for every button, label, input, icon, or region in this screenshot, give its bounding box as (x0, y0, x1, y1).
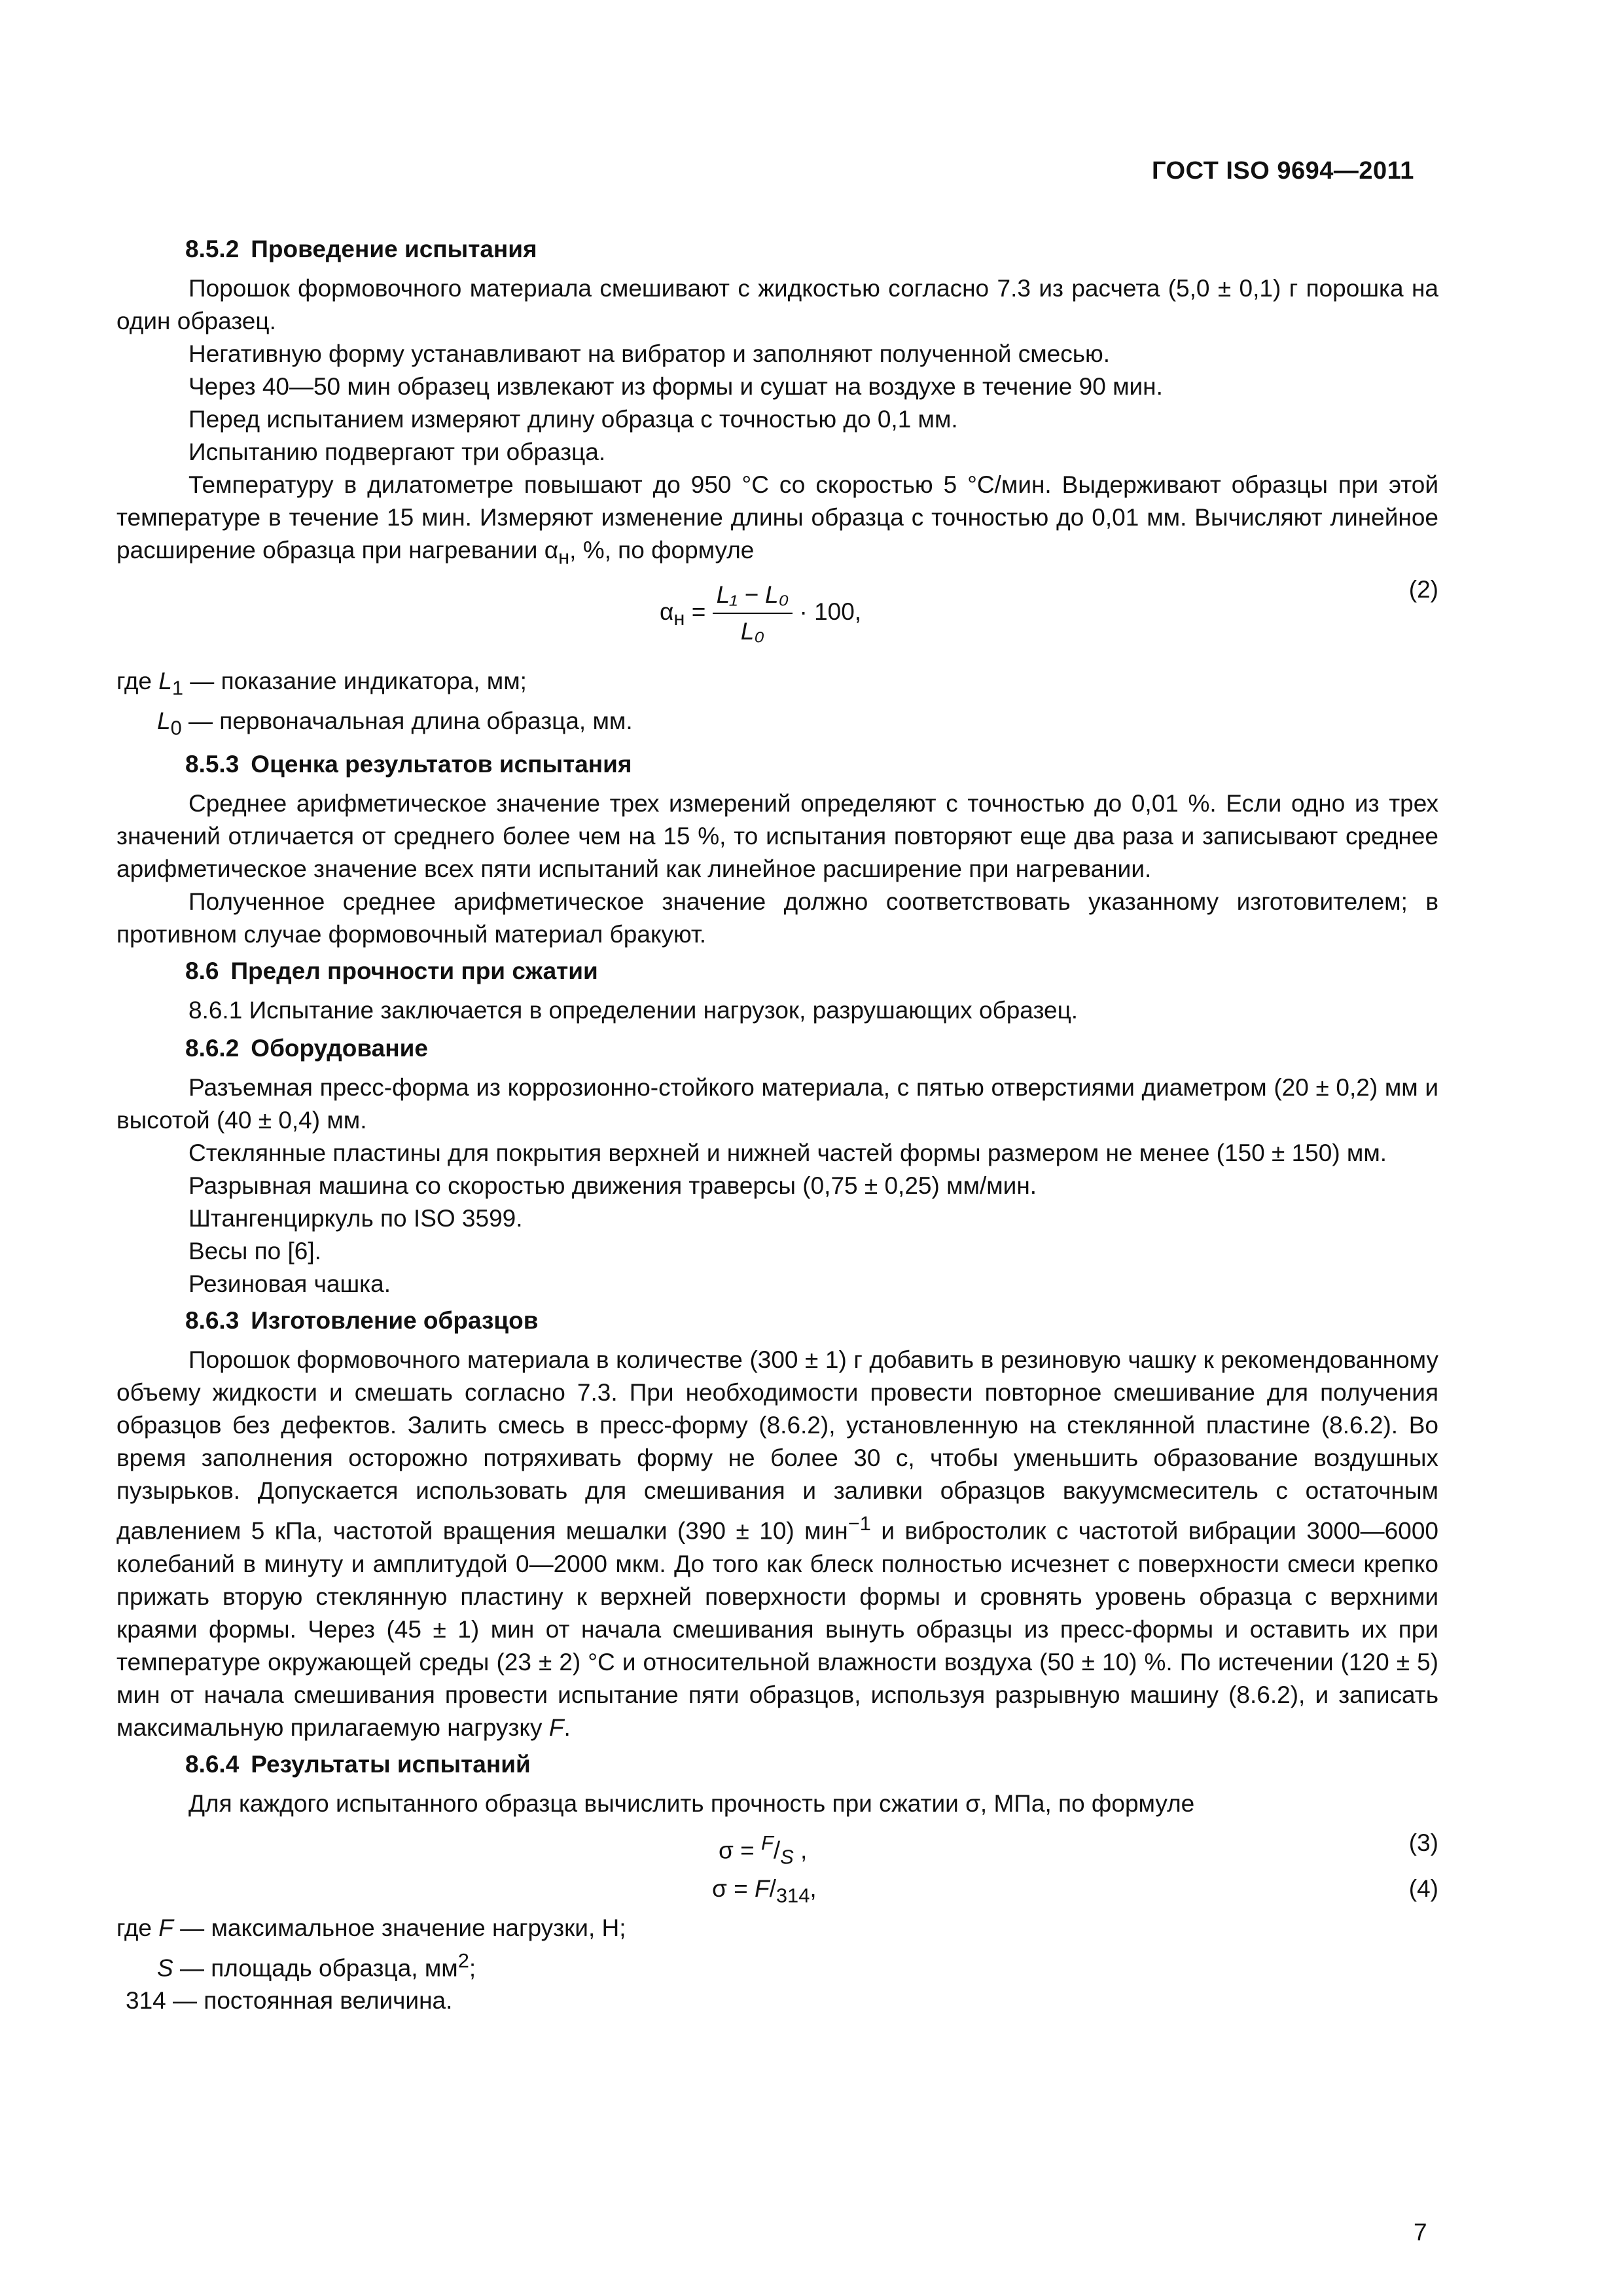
paragraph: Резиновая чашка. (188, 1270, 391, 1298)
where-line (116, 665, 1438, 704)
where-prefix: где (116, 1914, 159, 1941)
formula-tail: · 100, (793, 598, 862, 626)
paragraph: Штангенциркуль по ISO 3599. (188, 1205, 523, 1232)
section-number: 8.6.2 (185, 1035, 240, 1062)
subscript: 0 (170, 716, 182, 740)
formula-slash: / (773, 1836, 781, 1863)
paragraph: Стеклянные пластины для покрытия верхней и нижней частей формы размером не менее (150 ± 150) мм. (188, 1139, 1387, 1167)
paragraph: Весы по [6]. (188, 1238, 321, 1265)
paragraph (116, 1344, 1438, 1744)
paragraph: Для каждого испытанного образца вычислить прочность при сжатии σ, МПа, по формуле (188, 1789, 1195, 1817)
formula-3 (116, 1820, 1438, 1869)
paragraph: Полученное среднее арифметическое значение должно соответствовать указанному изготовителем; в противном случае формовочный материал бракуют. (116, 888, 1438, 948)
where-line (116, 1912, 1438, 1945)
formula-tail: , (810, 1874, 817, 1902)
formula-tail: , (793, 1836, 808, 1863)
paragraph: Разъемная пресс-форма из коррозионно-стойкого материала, с пятью отверстиями диаметром (20 ± 0,2) мм и высотой (40 ± 0,4) мм. (116, 1074, 1438, 1134)
symbol: L (158, 668, 172, 695)
section-title: Оборудование (251, 1035, 428, 1062)
section-heading-8-6-3 (116, 1304, 1438, 1337)
document-body (116, 229, 1438, 2017)
formula-denominator: L₀ (740, 618, 764, 645)
equation-number: (2) (1408, 576, 1438, 603)
subscript: 1 (171, 676, 184, 700)
paragraph-text: . (563, 1713, 571, 1741)
where-text: — максимальное значение нагрузки, Н; (173, 1914, 626, 1941)
subscript: н (558, 545, 570, 569)
section-title: Предел прочности при сжатии (230, 958, 598, 985)
formula-numerator: L₁ − L₀ (713, 579, 793, 614)
section-title: Оценка результатов испытания (251, 751, 632, 778)
where-text: — показание индикатора, мм; (183, 668, 527, 695)
formula-lhs-sub: н (673, 607, 685, 630)
section-number: 8.5.2 (185, 236, 240, 262)
equation-number: (3) (1408, 1829, 1438, 1856)
formula-lhs: σ = (712, 1874, 755, 1902)
where-line: 314 — постоянная величина. (126, 1986, 453, 2014)
paragraph: Негативную форму устанавливают на вибратор и заполняют полученной смесью. (188, 340, 1111, 367)
formula-fraction (713, 579, 793, 648)
section-heading-8-5-2 (116, 233, 1438, 266)
paragraph-text: и вибростолик с частотой вибрации 3000—6000 колебаний в минуту и амплитудой 0—2000 мкм. До того как блеск полностью исчезнет с поверхности смеси крепко прижать вторую стеклянную пластину к верхней поверхности формы и сровнять уровень образца с верхними краями формы. Через (45 ± 1) мин от начала смешивания вынуть образцы из пресс-формы и оставить их при температуре окружающей среды (23 ± 2) °С и относительной влажности воздуха (50 ± 10) %. По истечении (120 ± 5) мин от начала смешивания провести испытание пяти образцов, используя разрывную машину (8.6.2), и записать максимальную прилагаемую нагрузку (116, 1517, 1438, 1741)
where-prefix: где (116, 668, 159, 695)
section-heading-8-6-2 (116, 1032, 1438, 1065)
section-title: Результаты испытаний (251, 1750, 531, 1778)
formula-4 (116, 1866, 1438, 1912)
formula-denominator: 314 (776, 1883, 810, 1907)
paragraph: Испытанию подвергают три образца. (188, 439, 606, 465)
section-title: Проведение испытания (251, 236, 537, 262)
document-number: ГОСТ ISO 9694—2011 (1152, 157, 1414, 185)
page-number: 7 (1414, 2219, 1427, 2246)
formula-numerator: F (755, 1874, 770, 1902)
paragraph: Порошок формовочного материала смешивают с жидкостью согласно 7.3 из расчета (5,0 ± 0,1) г порошка на один образец. (116, 275, 1438, 334)
formula-denominator: S (780, 1845, 794, 1869)
formula-eq: = (685, 598, 713, 626)
section-number: 8.5.3 (185, 751, 240, 778)
section-number: 8.6.3 (185, 1307, 240, 1335)
where-text: — площадь образца, мм (173, 1954, 458, 1981)
formula-2 (116, 573, 1438, 665)
symbol: F (158, 1914, 173, 1941)
section-number: 8.6.4 (185, 1750, 240, 1778)
where-text: ; (469, 1954, 476, 1981)
section-heading-8-5-3 (116, 748, 1438, 781)
section-title: Изготовление образцов (251, 1307, 539, 1335)
formula-lhs: α (660, 598, 674, 626)
formula-numerator: F (761, 1831, 774, 1854)
where-line (116, 705, 1438, 744)
section-number: 8.6 (185, 958, 219, 985)
symbol: S (157, 1954, 173, 1981)
equation-number: (4) (1408, 1874, 1438, 1902)
paragraph-text: , %, по формуле (569, 537, 755, 564)
paragraph (116, 469, 1438, 573)
symbol: L (157, 707, 171, 734)
paragraph: Через 40—50 мин образец извлекают из формы и сушат на воздухе в течение 90 мин. (188, 373, 1163, 400)
formula-lhs: σ = (719, 1836, 762, 1863)
formula-slash: / (769, 1874, 776, 1902)
superscript: 2 (457, 1948, 469, 1972)
paragraph: Среднее арифметическое значение трех измерений определяют с точностью до 0,01 %. Если одно из трех значений отличается от среднего более чем на 15 %, то испытания повторяют еще два раза и записывают среднее арифметическое значение всех пяти испытаний как линейное расширение при нагревании. (116, 790, 1438, 883)
paragraph: 8.6.1 Испытание заключается в определении нагрузок, разрушающих образец. (188, 997, 1079, 1024)
superscript: −1 (847, 1512, 871, 1535)
paragraph: Разрывная машина со скоростью движения траверсы (0,75 ± 0,25) мм/мин. (188, 1172, 1037, 1200)
where-text: — первоначальная длина образца, мм. (181, 707, 633, 734)
paragraph-text: Температуру в дилатометре повышают до 950 °С со скоростью 5 °С/мин. Выдерживают образцы при этой температуре в течение 15 мин. Измеряют изменение длины образца с точностью до 0,01 мм. Вычисляют линейное расширение образца при нагревании α (116, 471, 1438, 564)
where-line (116, 1945, 1438, 1984)
section-heading-8-6-4 (116, 1748, 1438, 1781)
section-heading-8-6 (116, 955, 1438, 988)
paragraph: Перед испытанием измеряют длину образца с точностью до 0,1 мм. (188, 406, 958, 433)
symbol: F (548, 1713, 564, 1741)
paragraph-text: Порошок формовочного материала в количестве (300 ± 1) г добавить в резиновую чашку к рекомендованному объему жидкости и смешать согласно 7.3. При необходимости провести повторное смешивание для получения образцов без дефектов. Залить смесь в пресс-форму (8.6.2), установленную на стеклянной пластине (8.6.2). Во время заполнения осторожно потряхивать форму не более 30 с, чтобы уменьшить образование воздушных пузырьков. Допускается использовать для смешивания и заливки образцов вакуумсмеситель с остаточным давлением 5 кПа, частотой вращения мешалки (390 ± 10) мин (116, 1346, 1438, 1545)
